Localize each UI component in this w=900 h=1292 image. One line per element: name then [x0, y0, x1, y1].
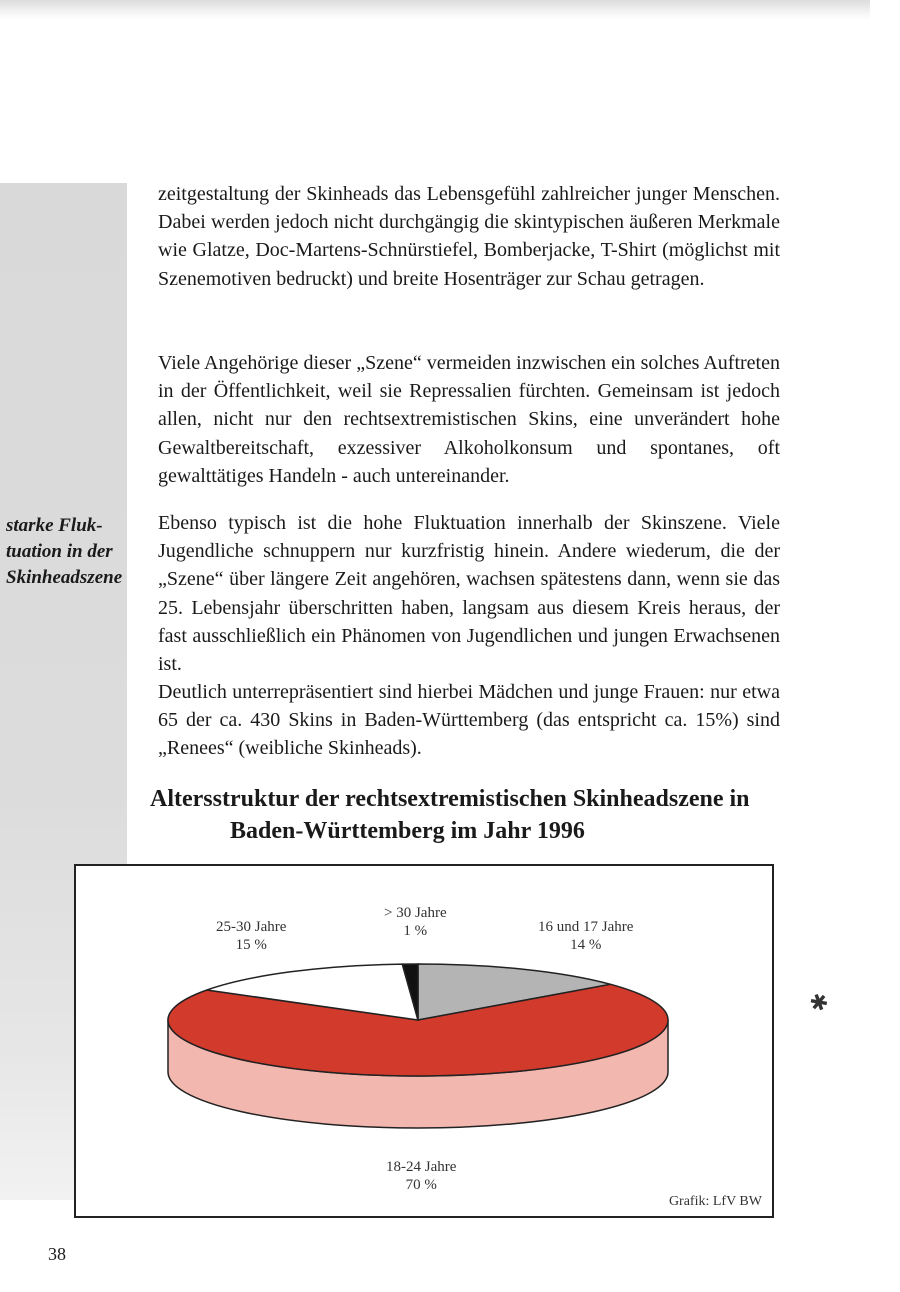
paragraph-4: [158, 678, 780, 763]
stray-ink-mark: ✱: [806, 987, 832, 1018]
paragraph-text: Ebenso typisch ist die hohe Fluktuation innerhalb der Skinszene. Viele Jugendliche schnuppern nur kurzfristig hinein. Andere wiederum, die der „Szene“ über längere Zeit angehören, wachsen spätestens dann, wenn sie das 25. Lebensjahr überschritten haben, langsam aus diesem Kreis heraus, der fast ausschließlich ein Phänomen von Jugendlichen und jungen Erwachsenen ist.: [158, 512, 780, 676]
chart-credit: Grafik: LfV BW: [668, 1194, 762, 1209]
slice-label-25-30: [216, 918, 286, 954]
chart-title-line: Baden-Württemberg im Jahr 1996: [230, 818, 585, 844]
margin-note-line: tuation in der: [6, 541, 113, 562]
slice-value: 14 %: [570, 937, 602, 953]
chart-title: [150, 783, 800, 847]
margin-note-line: Skinheadszene: [6, 567, 123, 588]
margin-note-line: starke Fluk-: [6, 515, 103, 536]
slice-name: 18-24 Jahre: [386, 1159, 457, 1175]
margin-note: [6, 513, 128, 591]
slice-name: 25-30 Jahre: [216, 919, 287, 935]
chart-title-line: Altersstruktur der rechtsextremistischen Skinheadszene in: [150, 786, 750, 812]
slice-value: 15 %: [235, 937, 267, 953]
paragraph-text: Deutlich unterrepräsentiert sind hierbei Mädchen und junge Frauen: nur etwa 65 der ca. 430 Skins in Baden-Württemberg (das entspricht ca. 15%) sind „Renees“ (weibliche Skinheads).: [158, 681, 780, 760]
slice-label-16-17: [538, 918, 633, 954]
page-number: 38: [48, 1244, 66, 1264]
pie-chart: [74, 864, 774, 1218]
slice-name: > 30 Jahre: [384, 905, 447, 921]
paragraph-1: [158, 180, 780, 293]
slice-name: 16 und 17 Jahre: [538, 919, 634, 935]
slice-label-18-24: [386, 1158, 456, 1194]
paragraph-2: [158, 349, 780, 490]
slice-label-over-30: [384, 904, 447, 940]
paragraph-text: Viele Angehörige dieser „Szene“ vermeiden inzwischen ein solches Auftreten in der Öffentlichkeit, weil sie Repressalien fürchten. Gemeinsam ist jedoch allen, nicht nur den rechtsextremistischen Skins, eine unverändert hohe Gewaltbereitschaft, exzessiver Alkoholkonsum und spontanes, oft gewalttätiges Handeln - auch untereinander.: [158, 352, 780, 487]
page-top-shadow: [0, 0, 870, 20]
slice-value: 1 %: [403, 923, 428, 939]
paragraph-3: [158, 509, 780, 678]
slice-value: 70 %: [405, 1177, 437, 1193]
paragraph-text: zeitgestaltung der Skinheads das Lebensgefühl zahlreicher junger Menschen. Dabei werden jedoch nicht durchgängig die skintypischen äußeren Merkmale wie Glatze, Doc-Martens-Schnürstiefel, Bomberjacke, T-Shirt (möglichst mit Szenemotiven bedruckt) und breite Hosenträger zur Schau getragen.: [158, 183, 780, 290]
